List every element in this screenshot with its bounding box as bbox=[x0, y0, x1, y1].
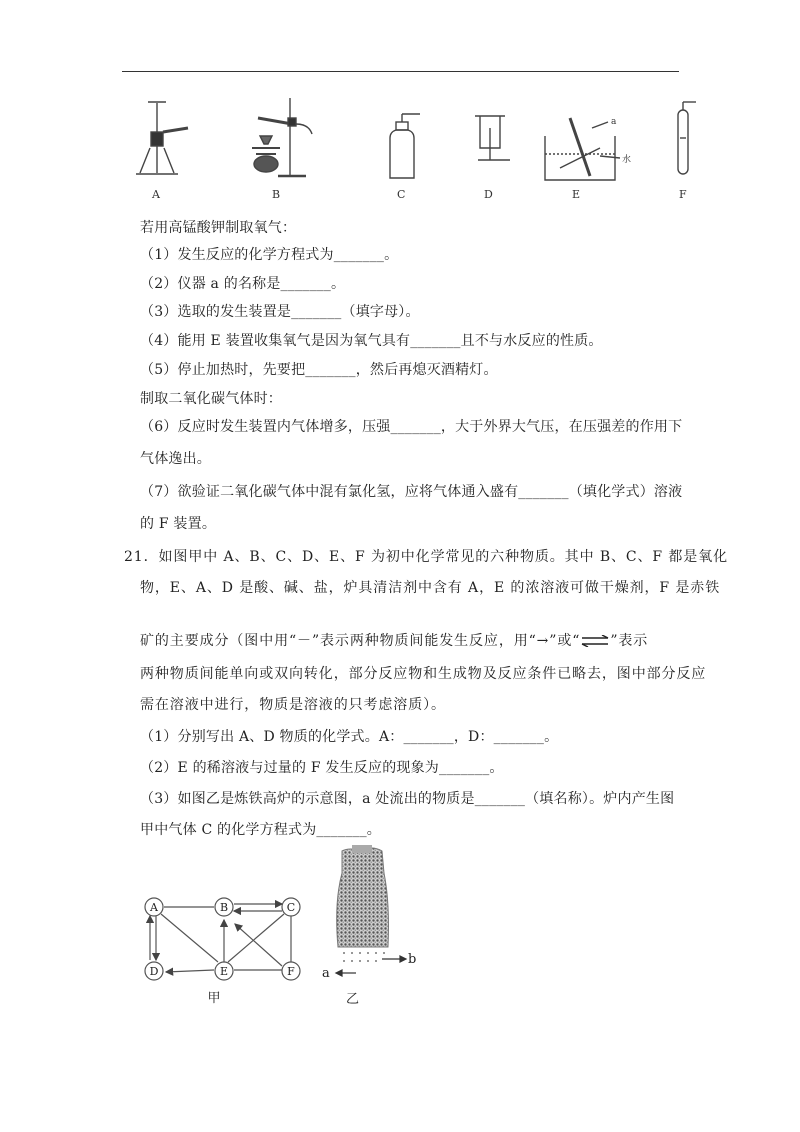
apparatus-annotation-water: 水 bbox=[622, 155, 632, 165]
q21-part-1: （1）分别写出 A、D 物质的化学式。A：_______，D：_______。 bbox=[140, 729, 559, 745]
q20-part-3: （3）选取的发生装置是_______（填字母）。 bbox=[140, 304, 420, 320]
apparatus-annotation-a: a bbox=[611, 117, 617, 127]
apparatus-label-d: D bbox=[484, 188, 493, 201]
apparatus-figure bbox=[130, 88, 700, 208]
double-arrow-icon bbox=[580, 635, 610, 647]
q21-part-2: （2）E 的稀溶液与过量的 F 发生反应的现象为_______。 bbox=[140, 760, 504, 776]
node-label-d: D bbox=[149, 965, 159, 978]
apparatus-b-icon bbox=[252, 98, 312, 176]
q20-part-7a: （7）欲验证二氧化碳气体中混有氯化氢，应将气体通入盛有_______（填化学式）溶液 bbox=[140, 484, 683, 500]
apparatus-label-f: F bbox=[679, 188, 687, 201]
furnace-label-b: b bbox=[408, 952, 417, 967]
node-label-c: C bbox=[286, 901, 296, 914]
apparatus-d-icon bbox=[475, 116, 510, 160]
edge-f-b bbox=[235, 924, 282, 966]
q20-intro-oxygen: 若用高锰酸钾制取氧气： bbox=[140, 220, 297, 236]
apparatus-label-e: E bbox=[572, 188, 581, 201]
relation-diagram-jia bbox=[136, 890, 311, 1010]
q21-part-3a: （3）如图乙是炼铁高炉的示意图，a 处流出的物质是_______（填名称）。炉内产生图 bbox=[140, 791, 675, 807]
q21-line-4: 两种物质间能单向或双向转化，部分反应物和生成物及反应条件已略去，图中部分反应 bbox=[140, 666, 707, 682]
edge-e-c bbox=[228, 914, 284, 962]
q20-intro-co2: 制取二氧化碳气体时： bbox=[140, 391, 282, 407]
q21-part-3b: 甲中气体 C 的化学方程式为_______。 bbox=[140, 822, 382, 838]
diagram-jia-caption: 甲 bbox=[207, 991, 221, 1006]
node-label-b: B bbox=[219, 901, 229, 914]
furnace-top bbox=[352, 845, 372, 853]
apparatus-label-a: A bbox=[152, 188, 160, 201]
header-rule bbox=[122, 71, 679, 72]
q20-part-6a: （6）反应时发生装置内气体增多，压强_______，大于外界大气压，在压强差的作用下 bbox=[140, 419, 683, 435]
q21-line-1: 21．如图甲中 A、B、C、D、E、F 为初中化学常见的六种物质。其中 B、C、F 都是氧化 bbox=[124, 549, 728, 565]
q21-line-3-post: ”表示 bbox=[610, 633, 649, 649]
edge-a-e bbox=[161, 914, 218, 962]
q21-line-2: 物，E、A、D 是酸、碱、盐，炉具清洁剂中含有 A，E 的浓溶液可做干燥剂，F 是赤铁 bbox=[140, 580, 721, 596]
q21-line-5: 需在溶液中进行，物质是溶液的只考虑溶质）。 bbox=[140, 697, 446, 713]
q21-line-3 bbox=[140, 631, 648, 651]
apparatus-f-icon bbox=[678, 102, 696, 174]
q21-line-3-pre: 矿的主要成分（图中用“－”表示两种物质间能发生反应，用“→”或“ bbox=[140, 633, 581, 649]
edge-e-d bbox=[166, 970, 214, 972]
node-label-e: E bbox=[219, 965, 229, 978]
q20-part-2: （2）仪器 a 的名称是_______。 bbox=[140, 276, 346, 292]
node-label-f: F bbox=[287, 965, 295, 978]
q20-part-4: （4）能用 E 装置收集氧气是因为氧气具有_______且不与水反应的性质。 bbox=[140, 333, 603, 349]
apparatus-e-icon bbox=[545, 118, 620, 180]
apparatus-label-c: C bbox=[397, 188, 406, 201]
furnace-label-a: a bbox=[322, 966, 330, 981]
diagram-yi-caption: 乙 bbox=[346, 992, 360, 1007]
q20-part-7b: 的 F 装置。 bbox=[140, 516, 217, 532]
q20-part-1: （1）发生反应的化学方程式为_______。 bbox=[140, 247, 399, 263]
apparatus-c-icon bbox=[390, 114, 420, 178]
apparatus-a-icon bbox=[136, 102, 188, 174]
apparatus-label-b: B bbox=[272, 188, 281, 201]
q20-part-5: （5）停止加热时，先要把_______，然后再熄灭酒精灯。 bbox=[140, 362, 498, 378]
blast-furnace-diagram bbox=[320, 843, 420, 1009]
node-label-a: A bbox=[150, 901, 158, 914]
q20-part-6b: 气体逸出。 bbox=[140, 451, 211, 467]
